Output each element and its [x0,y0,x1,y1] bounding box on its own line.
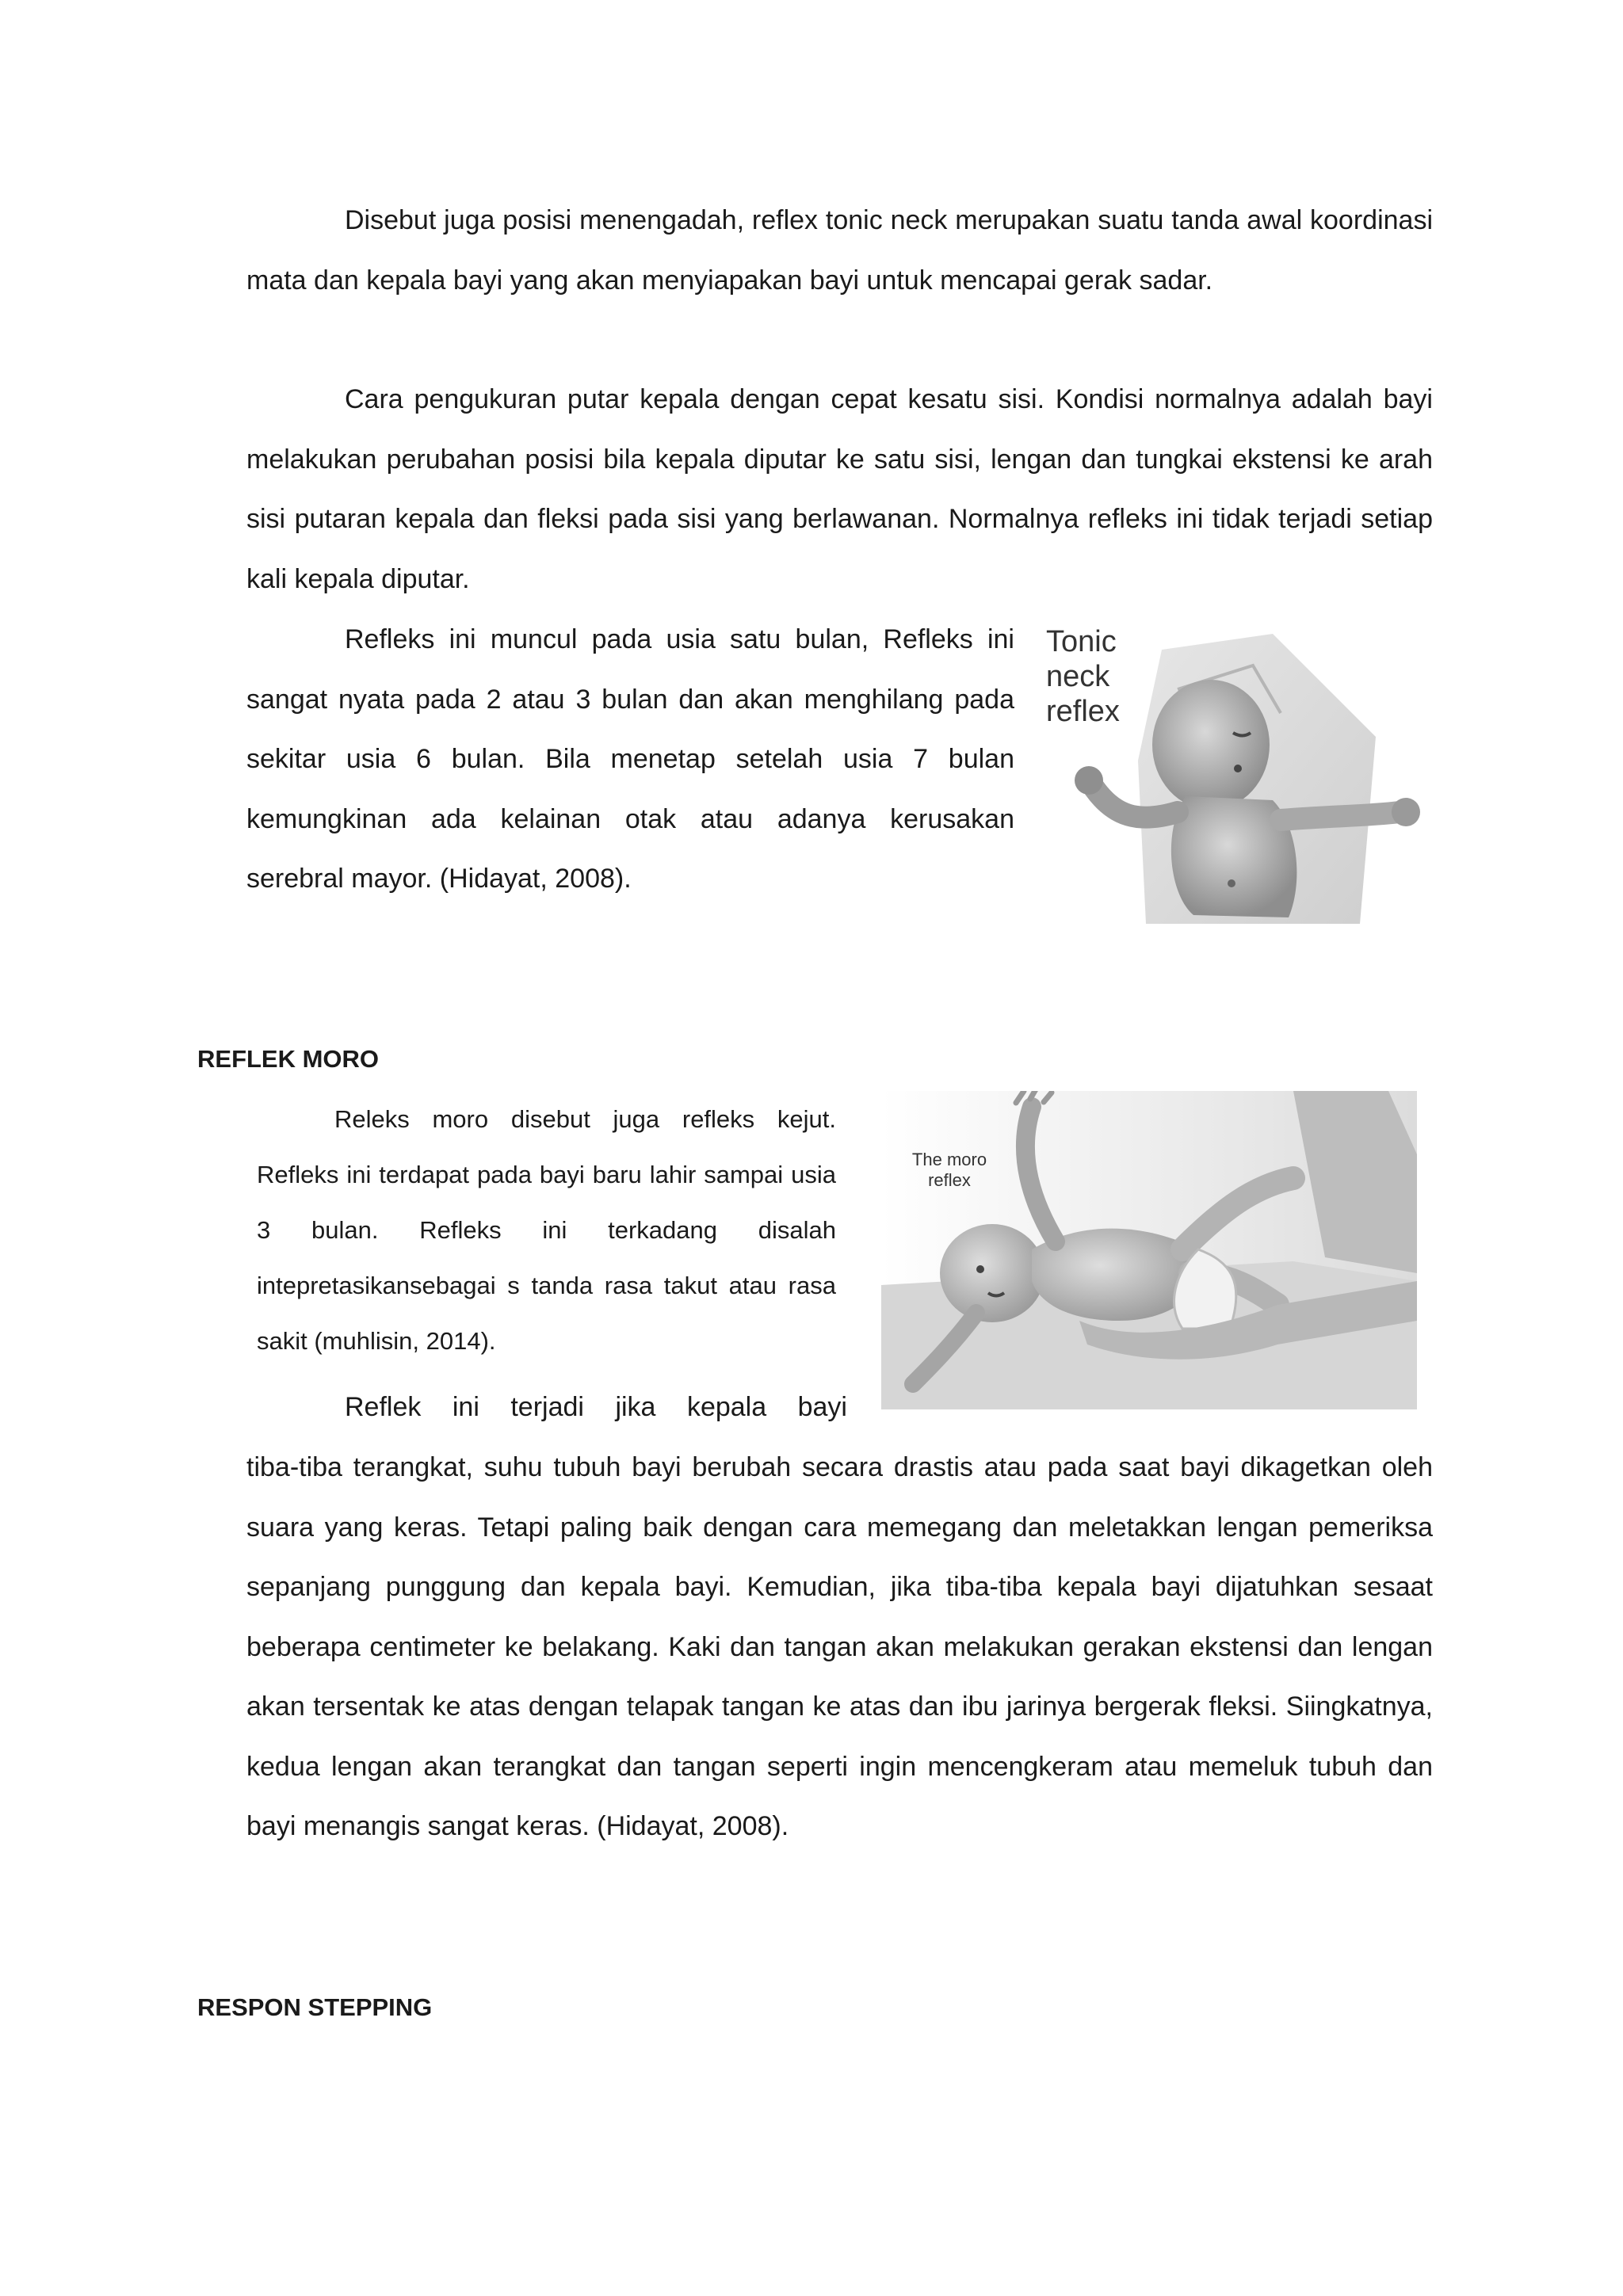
paragraph-tonic-neck-intro: Disebut juga posisi menengadah, reflex tonic neck merupakan suatu tanda awal koordinasi mata dan kepala bayi yang akan menyiapakan bayi untuk mencapai gerak sadar. [246,205,1433,296]
tonic-neck-reflex-image [1043,618,1422,924]
paragraph-tonic-neck-onset: Refleks ini muncul pada usia satu bulan, Refleks ini sangat nyata pada 2 atau 3 bulan dan akan menghilang pada sekitar usia 6 bulan. Bila menetap setelah usia 7 bulan kemungkinan ada kelainan otak atau adanya kerusakan serebral mayor. (Hidayat, 2008). [246,624,1014,894]
paragraph-moro-definition: Releks moro disebut juga refleks kejut. Refleks ini terdapat pada bayi baru lahir sampai usia 3 bulan. Refleks ini terkadang disalah intepretasikansebagai s tanda rasa takut atau rasa sakit (muhlisin, 2014). [257,1105,836,1355]
paragraph-moro-procedure-start: Reflek ini terjadi jika kepala bayi [345,1392,847,1422]
tonic-neck-caption: Tonic neck reflex [1046,625,1120,728]
moro-reflex-image [881,1091,1417,1409]
paragraph-moro-procedure: tiba-tiba terangkat, suhu tubuh bayi berubah secara drastis atau pada saat bayi dikagetkan oleh suara yang keras. Tetapi paling baik dengan cara memegang dan meletakkan lengan pemeriksa sepanjang punggung dan kepala bayi. Kemudian, jika tiba-tiba kepala bayi dijatuhkan sesaat beberapa centimeter ke belakang. Kaki dan tangan akan melakukan gerakan ekstensi dan lengan akan tersentak ke atas dengan telapak tangan ke atas dan ibu jarinya bergerak fleksi. Siingkatnya, kedua lengan akan terangkat dan tangan seperti ingin mencengkeram atau memeluk tubuh dan bayi menangis sangat keras. (Hidayat, 2008). [246,1452,1433,1841]
moro-caption: The moro reflex [911,1150,987,1190]
heading-reflek-moro: REFLEK MORO [197,1045,380,1073]
baby-illustration-icon [881,1091,1417,1409]
heading-respon-stepping: RESPON STEPPING [197,1993,433,2021]
paragraph-measurement: Cara pengukuran putar kepala dengan cepat kesatu sisi. Kondisi normalnya adalah bayi melakukan perubahan posisi bila kepala diputar ke satu sisi, lengan dan tungkai ekstensi ke arah sisi putaran kepala dan fleksi pada sisi yang berlawanan. Normalnya refleks ini tidak terjadi setiap kali kepala diputar. [246,384,1433,594]
